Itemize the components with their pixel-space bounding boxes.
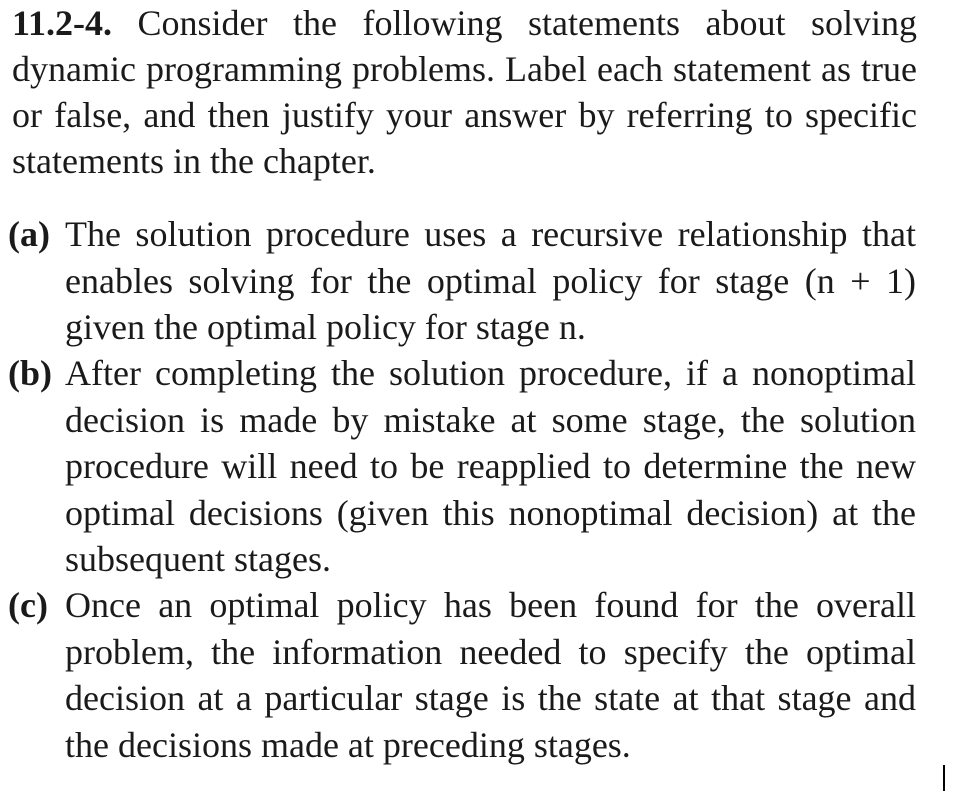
statement-c-letter: (c)	[8, 585, 48, 625]
statement-b-letter: (b)	[8, 353, 52, 393]
statement-c	[8, 582, 916, 768]
text-cursor	[943, 765, 945, 791]
statement-b-text: After completing the solution procedure, if a nonoptimal decision is made by mistake at some stage, the solution procedure will need to be reapplied to determine the new optimal decisions (given this nonoptimal decision) at the subsequent stages.	[65, 353, 916, 579]
statement-a-letter: (a)	[8, 214, 50, 254]
statement-a	[8, 211, 916, 351]
statement-c-text: Once an optimal policy has been found for the overall problem, the information needed to specify the optimal decision at a particular stage is the state at that stage and the decisions made at preceding stages.	[65, 585, 916, 765]
statement-a-text: The solution procedure uses a recursive relationship that enables solving for the optimal policy for stage (n + 1) given the optimal policy for stage n.	[65, 214, 916, 347]
statement-b	[8, 350, 916, 583]
problem-number: 11.2-4.	[12, 3, 113, 43]
problem-intro: Consider the following statements about solving dynamic programming problems. Label each statement as true or false, and then justify your answer by referring to specific statements in the chapter.	[12, 3, 918, 181]
problem-statement	[12, 0, 917, 184]
